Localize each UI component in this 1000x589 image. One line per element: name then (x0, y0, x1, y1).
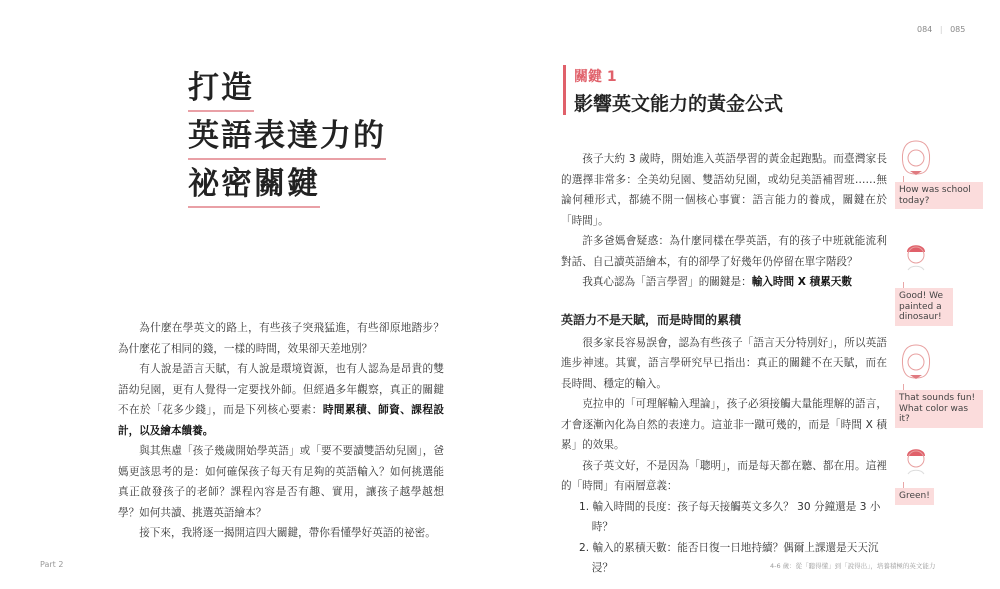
accent-bar (563, 65, 566, 115)
child-avatar-icon (898, 236, 934, 280)
paragraph (118, 523, 444, 544)
paragraph (118, 441, 444, 523)
paragraph-text: 有人說是語言天賦，有人說是環境資源，也有人認為是昂貴的雙語幼兒園，更有人覺得一定要找外師。但經過多年觀察，真正的關鍵不在於「花多少錢」，而是下列核心要素： (118, 363, 444, 416)
right-column (561, 149, 887, 579)
speech-bubble: Good! We painted a dinosaur! (895, 288, 953, 326)
bold-emphasis: 時間累積、師資、課程設計，以及繪本饋養。 (118, 404, 445, 437)
page-numbers (917, 25, 965, 34)
list-item: 1. 輸入時間的長度：孩子每天接觸英文多久？ 30 分鐘還是 3 小時？ (579, 500, 881, 533)
paragraph-text: 克拉申的「可理解輸入理論」，孩子必須接觸大量能理解的語言，才會逐漸內化為自然的表達力。這並非一蹴可幾的，而是「時間 X 積累」的效果。 (561, 398, 887, 451)
subheading: 英語力不是天賦，而是時間的累積 (561, 312, 742, 327)
intro-text (561, 149, 887, 293)
paragraph-text: 孩子英文好，不是因為「聰明」，而是每天都在聽、都在用。這裡的「時間」有兩層意義： (561, 459, 887, 492)
section-heading: 影響英文能力的黃金公式 (574, 93, 784, 115)
paragraph-text: 為什麼在學英文的路上，有些孩子突飛猛進，有些卻原地踏步？為什麼花了相同的錢，一樣的時間，效果卻天差地別？ (118, 322, 444, 355)
chapter-title-line-3: 祕密關鍵 (188, 158, 320, 208)
section-label: 關鍵 1 (574, 69, 617, 85)
paragraph (561, 231, 887, 272)
body-text (561, 333, 887, 497)
paragraph (561, 394, 887, 456)
part-label: Part 2 (40, 560, 64, 569)
paragraph-text: 孩子大約 3 歲時，開始進入英語學習的黃金起跑點。而臺灣家長的選擇非常多：全美幼兒園、雙語幼兒園，或幼兒美語補習班……無論何種形式，都繞不開一個核心事實：語言能力的養成，關鍵在於「時間」。 (561, 153, 887, 227)
paragraph-text: 與其焦慮「孩子幾歲開始學英語」或「要不要讀雙語幼兒園」，爸媽更該思考的是：如何確保孩子每天有足夠的英語輸入？如何挑選能真正啟發孩子的老師？課程內容是否有趣、實用，讓孩子越學越想學？如何共讀、挑選英語繪本？ (118, 445, 444, 519)
paragraph (561, 456, 887, 497)
bold-emphasis: 輸入時間 X 積累天數 (751, 276, 852, 288)
paragraph-text: 很多家長容易誤會，認為有些孩子「語言天分特別好」，所以英語進步神速。其實，語言學研究早已指出：真正的關鍵不在天賦，而在長時間、穩定的輸入。 (561, 336, 887, 390)
chapter-title-line-1: 打造 (188, 62, 254, 112)
page-number-divider: | (939, 25, 943, 34)
chapter-title-line-2: 英語表達力的 (188, 110, 386, 160)
paragraph (118, 359, 444, 441)
speech-bubble: That sounds fun! What color was it? (895, 390, 983, 428)
speech-bubble: How was school today? (895, 182, 983, 209)
paragraph (561, 333, 887, 395)
page-number-left: 084 (917, 25, 933, 34)
paragraph (118, 318, 444, 359)
paragraph (561, 149, 887, 231)
paragraph-text: 我真心認為「語言學習」的關鍵是： (582, 276, 752, 288)
page-number-right: 085 (950, 25, 966, 34)
mother-avatar-icon (898, 342, 934, 386)
speech-bubble: Green! (895, 488, 934, 505)
child-avatar-icon (898, 440, 934, 484)
list-item: 2. 輸入的累積天數：能否日復一日地持續？偶爾上課還是天天沉浸？ (579, 541, 879, 574)
paragraph (561, 272, 887, 293)
paragraph-text: 接下來，我將逐一揭開這四大關鍵，帶你看懂學好英語的祕密。 (139, 527, 436, 539)
left-body-text (118, 318, 444, 544)
paragraph-text: 許多爸媽會疑惑：為什麼同樣在學英語，有的孩子中班就能流利對話、自己讀英語繪本，有的卻學了好幾年仍停留在單字階段？ (561, 235, 887, 268)
running-footer: 4-6 歲：從「聽得懂」到「說得出」，培養積極的英文能力 (770, 562, 936, 570)
